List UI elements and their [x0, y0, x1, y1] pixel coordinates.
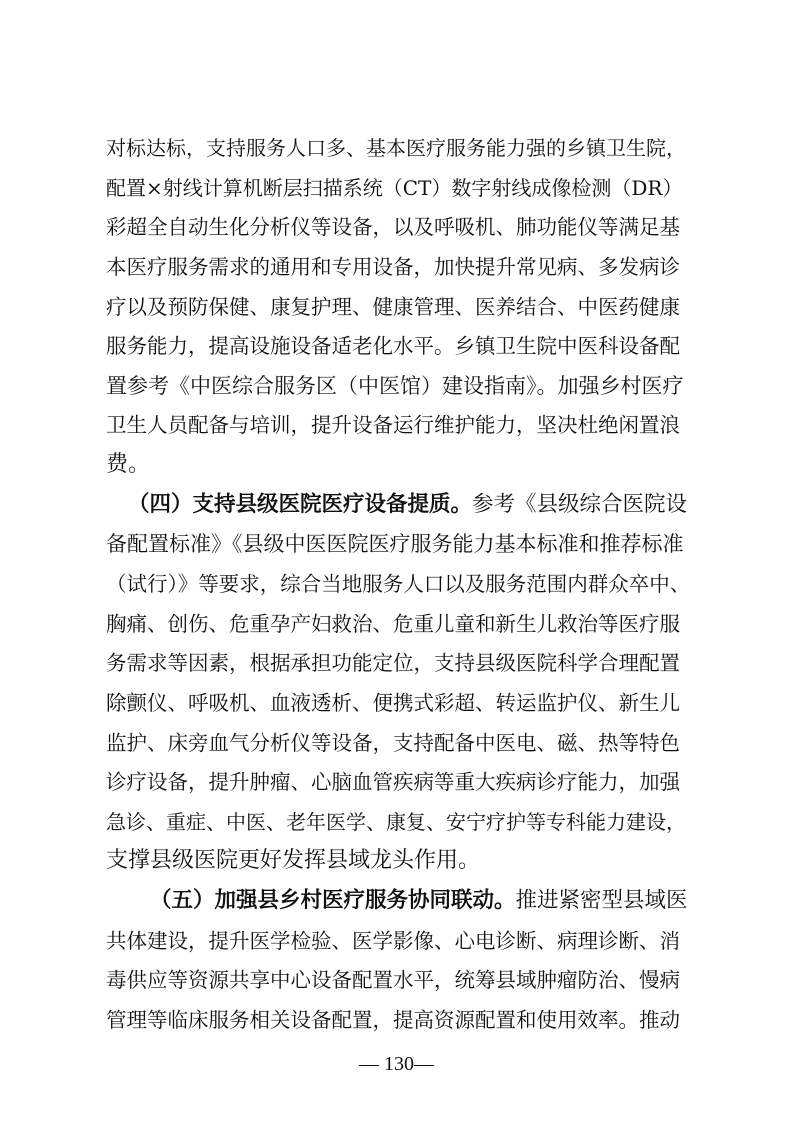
body-text-line: 置参考《中医综合服务区（中医馆）建设指南》。加强乡村医疗 [106, 374, 684, 398]
body-text-line: 急诊、重症、中医、老年医学、康复、安宁疗护等专科能力建设， [106, 810, 686, 834]
section-lead-text: 推进紧密型县域医 [515, 888, 688, 913]
body-text-line: 配置×射线计算机断层扫描系统（CT）数字射线成像检测（DR） [106, 176, 683, 200]
body-text-line: 监护、床旁血气分析仪等设备，支持配备中医电、磁、热等特色 [106, 731, 680, 755]
body-text-line: 共体建设，提升医学检验、医学影像、心电诊断、病理诊断、消 [106, 929, 680, 953]
body-text-line: 胸痛、创伤、危重孕产妇救治、危重儿童和新生儿救治等医疗服 [106, 612, 680, 636]
page-number: — 130— [359, 1053, 434, 1075]
body-text-line: 备配置标准》《县级中医医院医疗服务能力基本标准和推荐标准 [106, 532, 684, 556]
body-text-line: （试行）》等要求，综合当地服务人口以及服务范围内群众卒中、 [106, 572, 690, 596]
body-text-line: 本医疗服务需求的通用和专用设备，加快提升常见病、多发病诊 [106, 255, 680, 279]
body-text-line: 服务能力，提高设施设备适老化水平。乡镇卫生院中医科设备配 [106, 334, 680, 358]
body-text-line: 管理等临床服务相关设备配置，提高资源配置和使用效率。推动 [106, 1008, 680, 1032]
body-text-line: 对标达标，支持服务人口多、基本医疗服务能力强的乡镇卫生院， [106, 136, 686, 160]
body-text-line: 费。 [106, 452, 151, 477]
section-heading: （五）加强县乡村医疗服务协同联动。 [150, 888, 516, 913]
body-text-line: 彩超全自动生化分析仪等设备，以及呼吸机、肺功能仪等满足基 [106, 215, 680, 239]
body-text-line: 疗以及预防保健、康复护理、健康管理、医养结合、中医药健康 [106, 295, 680, 319]
section-first-line [128, 485, 690, 525]
body-text-line: 诊疗设备，提升肿瘤、心脑血管疾病等重大疾病诊疗能力，加强 [106, 770, 680, 794]
section-first-line [150, 881, 690, 921]
section-lead-text: 参考《县级综合医院设 [472, 492, 688, 517]
body-text-line: 卫生人员配备与培训，提升设备运行维护能力，坚决杜绝闲置浪 [106, 413, 680, 437]
section-heading: （四）支持县级医院医疗设备提质。 [128, 492, 473, 517]
body-text-line: 务需求等因素，根据承担功能定位，支持县级医院科学合理配置 [106, 651, 680, 675]
body-text-line: 支撑县级医院更好发挥县域龙头作用。 [106, 848, 481, 873]
body-text-line: 除颤仪、呼吸机、血液透析、便携式彩超、转运监护仪、新生儿 [106, 691, 680, 715]
body-text-line: 毒供应等资源共享中心设备配置水平，统筹县域肿瘤防治、慢病 [106, 968, 680, 992]
